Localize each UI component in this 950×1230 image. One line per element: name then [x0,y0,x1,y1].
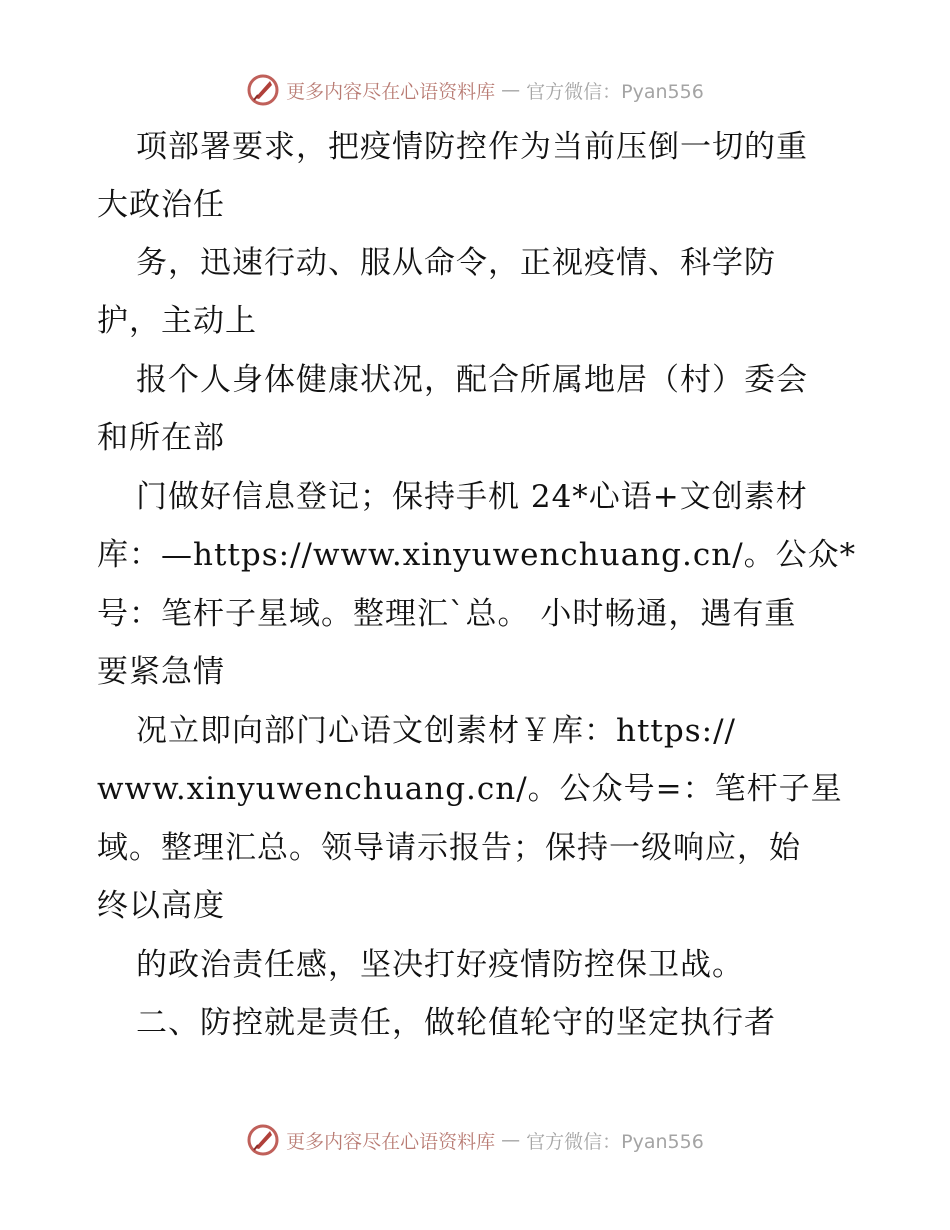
text-line: 护，主动上 [97,303,257,339]
text-line: 库：—https://www.xinyuwenchuang.cn/。公众* [97,537,857,573]
watermark-wechat-text: 官方微信：Pyan556 [526,80,704,103]
watermark-dash: — [501,1129,521,1151]
text-line: 域。整理汇总。领导请示报告；保持一级响应，始 [97,830,801,866]
watermark-wechat-text: 官方微信：Pyan556 [526,1130,704,1153]
text-line: 门做好信息登记；保持手机 24*心语+文创素材 [136,479,808,515]
watermark-dash: — [501,79,521,101]
text-line: 报个人身体健康状况，配合所属地居（村）委会 [136,362,808,398]
text-line: 和所在部 [97,420,225,456]
text-line: 的政治责任感，坚决打好疫情防控保卫战。 [136,947,744,983]
text-line: 号：笔杆子星域。整理汇`总。 小时畅通，遇有重 [97,596,797,632]
text-line: 大政治任 [97,187,225,223]
text-line: 项部署要求，把疫情防控作为当前压倒一切的重 [136,129,808,165]
text-line: 况立即向部门心语文创素材￥库：https:// [136,713,736,749]
text-line: 要紧急情 [97,654,225,690]
watermark-site-text: 更多内容尽在心语资料库 [286,1130,496,1153]
text-line: 终以高度 [97,888,225,924]
watermark-site-text: 更多内容尽在心语资料库 [286,80,496,103]
text-line: www.xinyuwenchuang.cn/。公众号=：笔杆子星 [97,771,843,807]
text-line: 务，迅速行动、服从命令，正视疫情、科学防 [136,245,776,281]
text-line: 二、防控就是责任，做轮值轮守的坚定执行者 [136,1005,776,1041]
feather-pen-logo-icon [246,1123,280,1157]
footer-watermark [0,1120,950,1160]
